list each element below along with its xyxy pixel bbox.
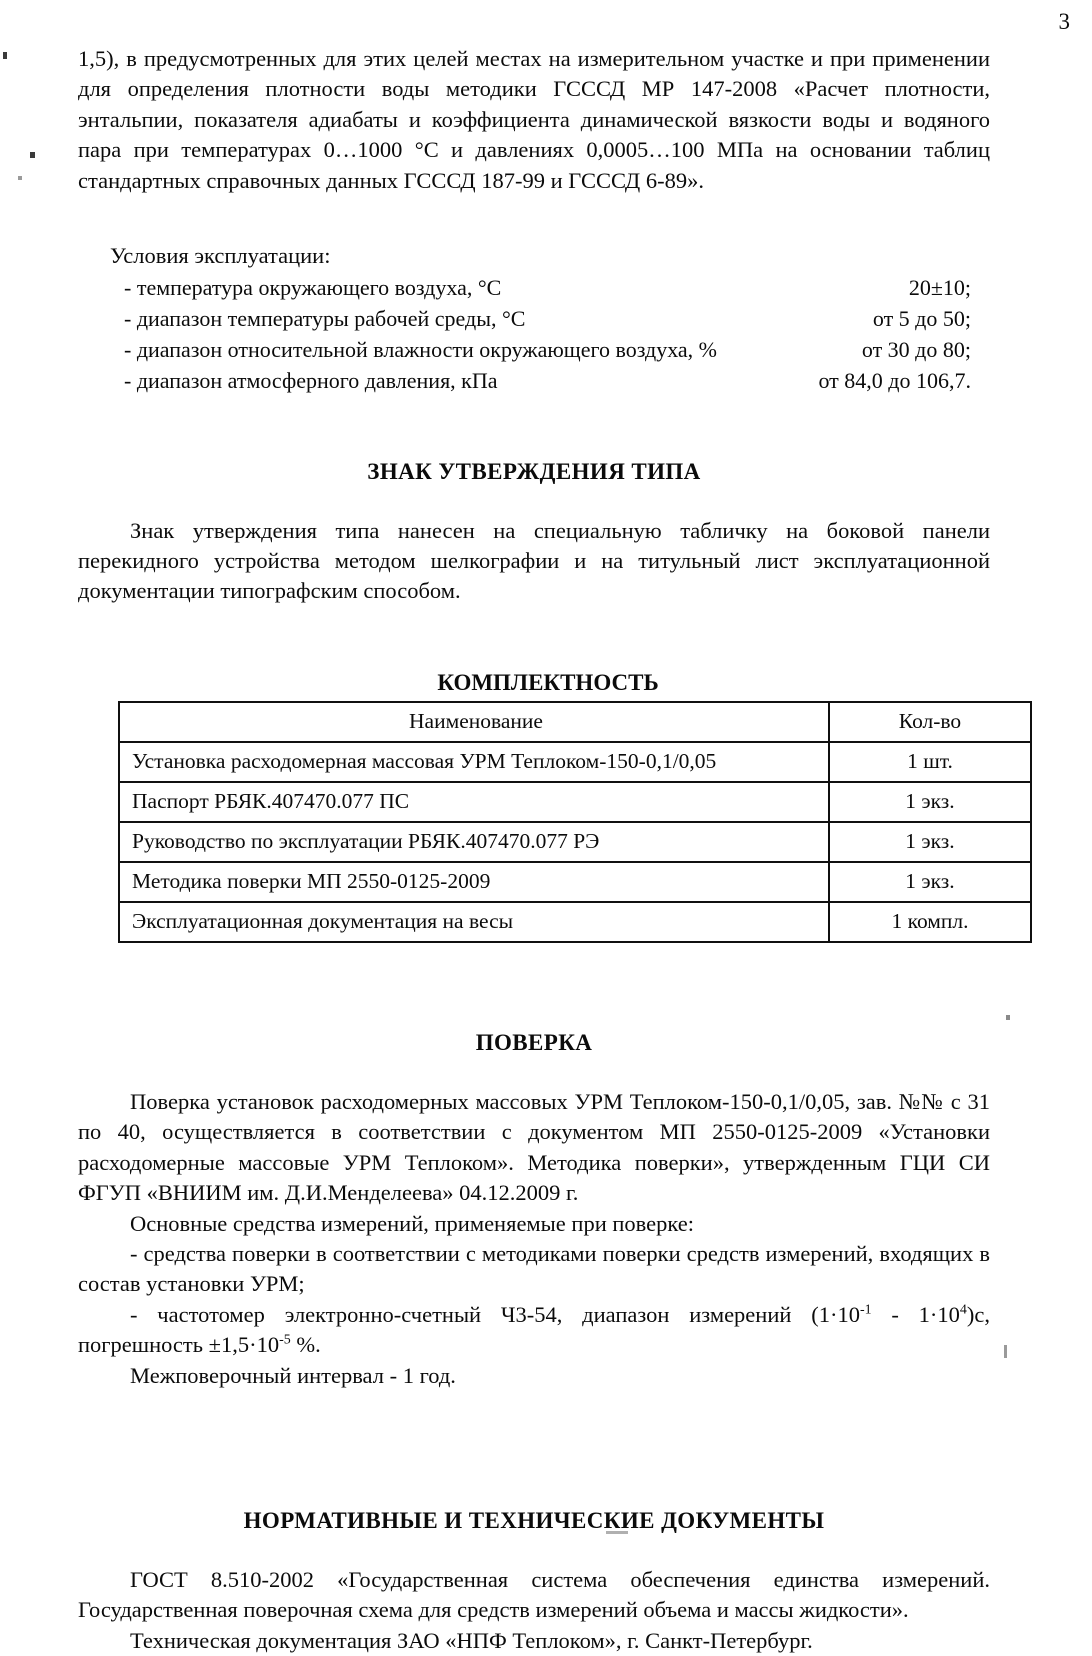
operating-conditions-block bbox=[110, 240, 990, 396]
scan-artifact bbox=[18, 176, 22, 180]
condition-value: от 30 до 80; bbox=[861, 337, 971, 363]
table-cell-qty: 1 шт. bbox=[829, 742, 1031, 782]
condition-label: - диапазон атмосферного давления, кПа bbox=[124, 368, 498, 394]
table-header-row bbox=[119, 702, 1031, 742]
condition-row bbox=[110, 303, 990, 334]
table-row bbox=[119, 782, 1031, 822]
condition-value: от 84,0 до 106,7. bbox=[818, 368, 971, 394]
verification-item-1: - средства поверки в соответствии с методиками поверки средств измерений, входящих в состав установки УРМ; bbox=[78, 1241, 990, 1297]
table-cell-qty: 1 экз. bbox=[829, 782, 1031, 822]
table-cell-name: Эксплуатационная документация на весы bbox=[119, 902, 829, 942]
verification-paragraph-1: Поверка установок расходомерных массовых УРМ Теплоком-150-0,1/0,05, зав. №№ с 31 по 40, осуществляется в соответствии с документом МП 2550-0125-2009 «Установки расходомерные массовые УРМ Теплоком». Методика поверки», утвержденным ГЦИ СИ ФГУП «ВНИИМ им. Д.И.Менделеева» 04.12.2009 г. bbox=[78, 1089, 990, 1206]
verification-item-2-text: )с, погрешность ±1,5·10 bbox=[78, 1301, 990, 1358]
column-header-qty: Кол-во bbox=[829, 702, 1031, 742]
exponent-minus-five: -5 bbox=[279, 1332, 291, 1348]
table-row bbox=[119, 862, 1031, 902]
condition-row bbox=[110, 334, 990, 365]
heading-type-mark: ЗНАК УТВЕРЖДЕНИЯ ТИПА bbox=[367, 459, 701, 485]
table-cell-qty: 1 экз. bbox=[829, 862, 1031, 902]
type-mark-paragraph: Знак утверждения типа нанесен на специальную табличку на боковой панели перекидного устройства методом шелкографии и на титульный лист эксплуатационной документации типографским способом. bbox=[78, 517, 990, 604]
heading-verification: ПОВЕРКА bbox=[475, 1030, 593, 1056]
condition-label: - диапазон относительной влажности окружающего воздуха, % bbox=[124, 337, 717, 363]
exponent-minus-one: -1 bbox=[859, 1302, 872, 1318]
documents-paragraph-1: ГОСТ 8.510-2002 «Государственная система обеспечения единства измерений. Государственная поверочная схема для средств измерений объема и массы жидкости». bbox=[78, 1566, 990, 1623]
verification-paragraph-3: Межповерочный интервал - 1 год. bbox=[130, 1362, 456, 1388]
completeness-table bbox=[118, 701, 1032, 943]
heading-documents: НОРМАТИВНЫЕ И ТЕХНИЧЕСКИЕ ДОКУМЕНТЫ bbox=[243, 1508, 825, 1534]
scan-artifact bbox=[3, 52, 7, 59]
verification-paragraph-2: Основные средства измерений, применяемые при поверке: bbox=[130, 1210, 694, 1236]
table-row bbox=[119, 742, 1031, 782]
condition-label: - диапазон температуры рабочей среды, °С bbox=[124, 306, 526, 332]
intro-paragraph: 1,5), в предусмотренных для этих целей местах на измерительном участке и при применении для определения плотности воды методики ГСССД МР 147-2008 «Расчет плотности, энтальпии, показателя адиабаты и коэффициента динамической вязкости воды и водяного пара при температурах 0…1000 °С и давлениях 0,0005…100 МПа на основании таблиц стандартных справочных данных ГСССД 187-99 и ГСССД 6-89». bbox=[78, 46, 990, 193]
verification-item-2-text: %. bbox=[290, 1332, 321, 1358]
operating-conditions-title: Условия эксплуатации: bbox=[110, 243, 331, 269]
column-header-name: Наименование bbox=[119, 702, 829, 742]
verification-item-2 bbox=[78, 1300, 990, 1361]
verification-item-2-text: - 1·10 bbox=[871, 1301, 960, 1327]
exponent-four: 4 bbox=[959, 1302, 967, 1318]
condition-row bbox=[110, 365, 990, 396]
condition-value: от 5 до 50; bbox=[872, 306, 971, 332]
documents-paragraph-2: Техническая документация ЗАО «НПФ Теплоком», г. Санкт-Петербург. bbox=[130, 1627, 813, 1653]
scan-artifact bbox=[1006, 1015, 1010, 1020]
document-content bbox=[78, 44, 990, 1656]
table-cell-name: Руководство по эксплуатации РБЯК.407470.077 РЭ bbox=[119, 822, 829, 862]
verification-item-2-text: - частотомер электронно-счетный Ч3-54, диапазон измерений (1·10 bbox=[130, 1301, 860, 1327]
table-cell-qty: 1 компл. bbox=[829, 902, 1031, 942]
table-cell-name: Паспорт РБЯК.407470.077 ПС bbox=[119, 782, 829, 822]
table-cell-name: Установка расходомерная массовая УРМ Теплоком-150-0,1/0,05 bbox=[119, 742, 829, 782]
condition-label: - температура окружающего воздуха, °С bbox=[124, 275, 502, 301]
heading-completeness: КОМПЛЕКТНОСТЬ bbox=[437, 669, 659, 695]
page-number: 3 bbox=[1058, 9, 1070, 34]
scan-artifact bbox=[1004, 1345, 1007, 1358]
table-cell-qty: 1 экз. bbox=[829, 822, 1031, 862]
condition-row bbox=[110, 272, 990, 303]
table-row bbox=[119, 902, 1031, 942]
scan-artifact bbox=[30, 152, 35, 158]
table-row bbox=[119, 822, 1031, 862]
condition-value: 20±10; bbox=[908, 275, 971, 301]
table-cell-name: Методика поверки МП 2550-0125-2009 bbox=[119, 862, 829, 902]
